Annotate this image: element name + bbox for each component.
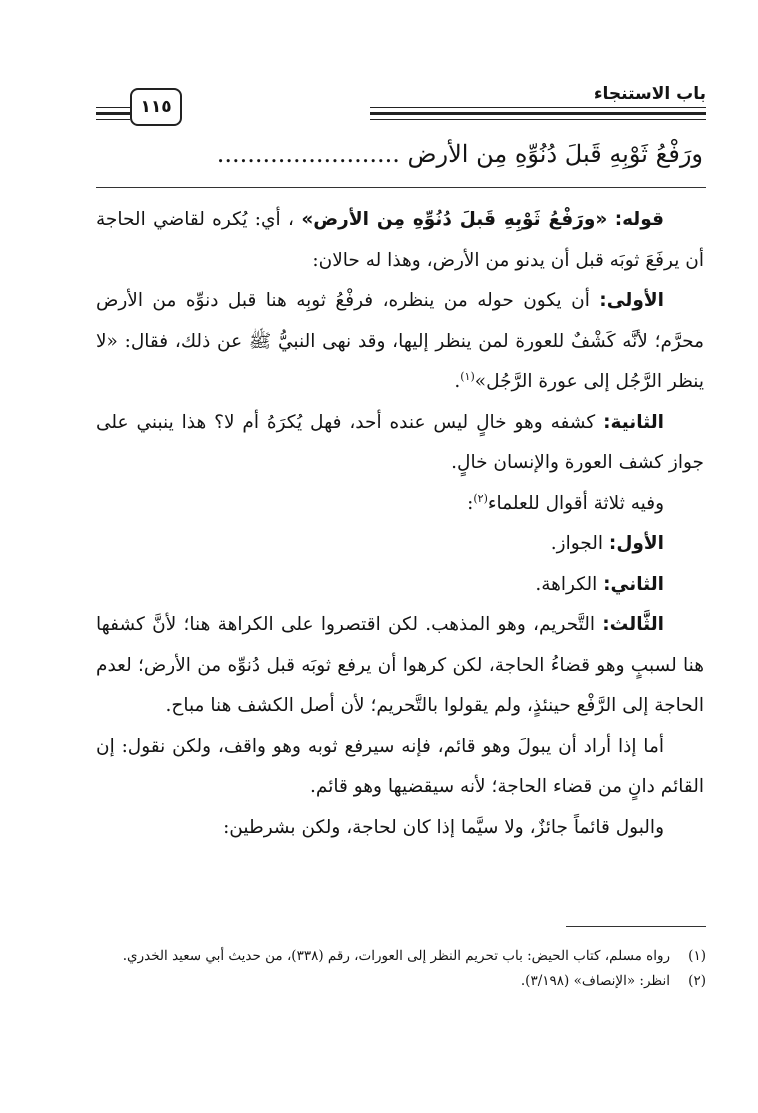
footnote-text: رواه مسلم، كتاب الحيض: باب تحريم النظر إلى العورات، رقم (٣٣٨)، من حديث أبي سعيد الخدري. — [122, 948, 670, 964]
term-label: الأولى: — [599, 290, 664, 311]
footnote — [96, 944, 706, 969]
term-label: قوله: — [614, 209, 664, 230]
footnote-marker: (٢) — [473, 491, 488, 505]
colon: : — [467, 492, 474, 514]
running-title: باب الاستنجاء — [593, 84, 706, 104]
term-label: الأول: — [608, 533, 664, 554]
header-rule-right-bottom — [370, 119, 706, 120]
paragraph-text: ، أي: يُكره لقاضي الحاجة أن يرفَعَ ثوبَه قبل أن يدنو من الأرض، وهذا له حالان: — [96, 209, 704, 271]
paragraph: أما إذا أراد أن يبولَ وهو قائم، فإنه سيرفع ثوبه وهو واقف، ولكن نقول: إن القائم دانٍ من قضاء الحاجة؛ لأنه سيقضيها وهو قائم. — [96, 735, 704, 797]
paragraph — [96, 403, 704, 484]
paragraph-text: أن يكون حوله من ينظره، فرفْعُ ثوبِه هنا قبل دنوِّه من الأرض محرَّم؛ لأنَّه كَشْفٌ للعورة لمن ينظر إليها، وقد نهى النبيُّ ﷺ عن ذلك، فقال: «لا ينظر الرَّجُل إلى عورة الرَّجُل» — [96, 290, 704, 392]
paragraph-text: كشفه وهو خالٍ ليس عنده أحد، فهل يُكرَهُ أم لا؟ هذا ينبني على جواز كشف العورة والإنسان خالٍ. — [96, 411, 704, 473]
paragraph — [96, 281, 704, 403]
quoted-text: «ورَفْعُ ثَوْبِهِ قَبلَ دُنُوِّهِ مِن الأرض» — [301, 209, 608, 230]
term-label: الثَّالث: — [602, 614, 664, 635]
page-number: ١١٥ — [130, 88, 182, 126]
paragraph: والبول قائماً جائزٌ، ولا سيَّما إذا كان لحاجة، ولكن بشرطين: — [223, 816, 664, 838]
paragraph — [96, 484, 704, 525]
period: . — [454, 371, 461, 392]
footnote-number: (٢) — [688, 973, 706, 989]
paragraph-text: الجواز. — [550, 533, 604, 554]
footnote-number: (١) — [688, 948, 706, 964]
header-rule-right-top — [370, 107, 706, 108]
header-rule-left-top — [96, 107, 130, 108]
header-rule-right-thick — [370, 112, 706, 115]
section-heading-text: ورَفْعُ ثَوْبِهِ قَبلَ دُنُوِّهِ مِن الأرض — [407, 140, 703, 168]
heading-leader-dots: ........................ — [216, 140, 400, 168]
list-item — [96, 524, 704, 565]
paragraph — [96, 200, 704, 281]
header-rule-left-bottom — [96, 119, 130, 120]
section-heading — [100, 140, 703, 168]
header-rule-left-thick — [96, 112, 130, 115]
list-item — [96, 565, 704, 606]
paragraph-text: الكراهة. — [535, 573, 598, 595]
footnote-text: انظر: «الإنصاف» (٣/١٩٨). — [520, 973, 670, 989]
list-item — [96, 605, 704, 727]
footnotes — [96, 944, 706, 994]
term-label: الثاني: — [603, 573, 664, 595]
footnote-separator — [566, 926, 706, 927]
heading-separator — [96, 187, 706, 188]
footnote — [96, 969, 706, 994]
body-text — [96, 200, 704, 848]
paragraph-text: وفيه ثلاثة أقوال للعلماء — [487, 492, 664, 514]
paragraph-text: التَّحريم، وهو المذهب. لكن اقتصروا على الكراهة هنا؛ لأنَّ كشفها هنا لسببٍ وهو قضاءُ الحاجة، لكن كرهوا أن يرفع ثوبَه قبل دُنوِّه من الأرض؛ لعدم الحاجة إلى الرَّفْع حينئذٍ، ولم يقولوا بالتَّحريم؛ لأن أصل الكشف هنا مباح. — [96, 614, 704, 716]
footnote-marker: (١) — [460, 369, 475, 383]
term-label: الثانية: — [603, 411, 664, 433]
